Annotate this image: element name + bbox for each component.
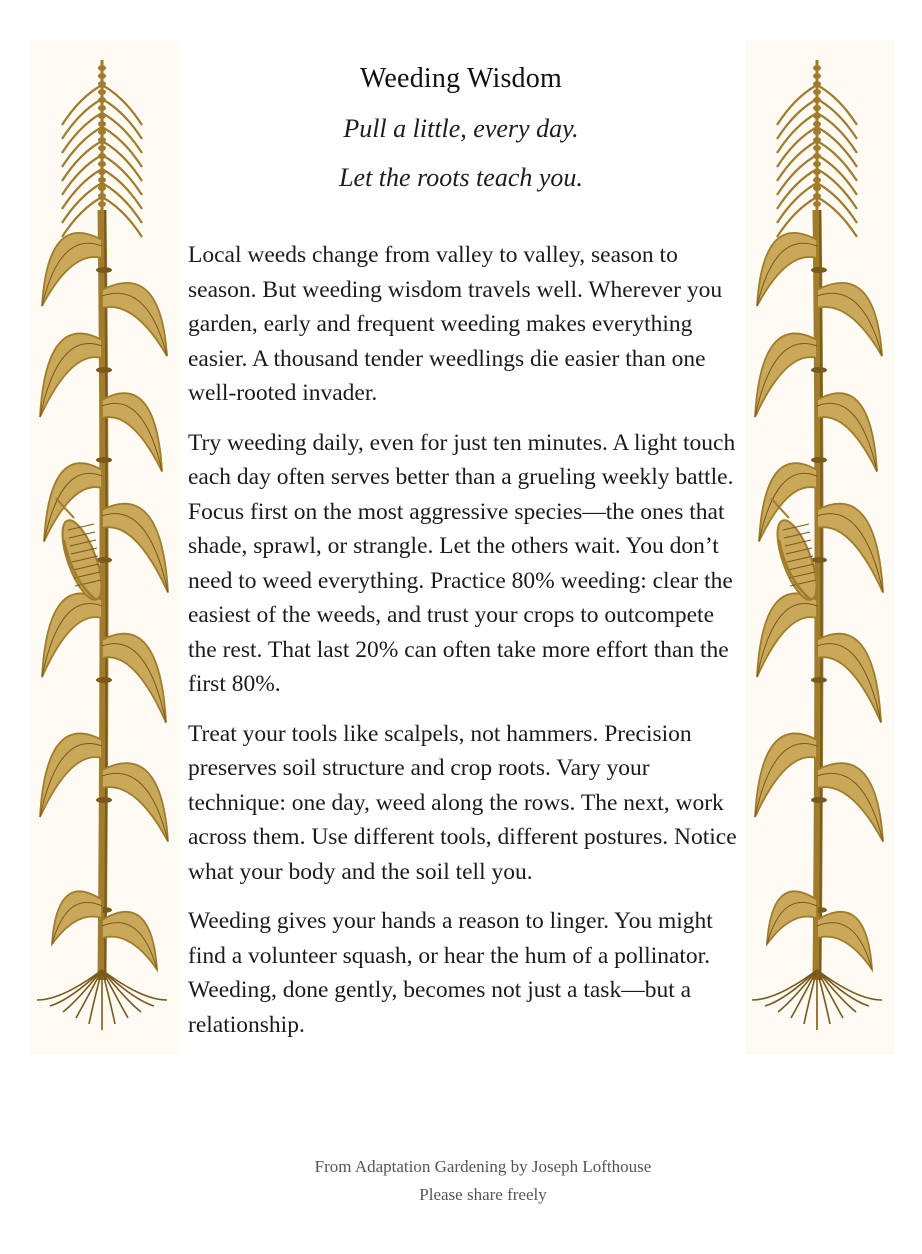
corn-leaf [102,763,168,841]
tassel-branch [777,197,817,237]
corn-leaf [102,912,157,970]
tassel-spikelet [813,201,821,207]
paragraph-1: Local weeds change from valley to valley, season to season. But weeding wisdom travels well. Wherever you garden, early and frequent weeding makes everything easier. A thousand tender weedlings die easier than one well-rooted invader. [188,242,723,406]
attribution-line: From Adaptation Gardening by Joseph Lofthouse [314,1157,652,1176]
corn-leaf [767,891,817,944]
corn-leaf [40,333,102,417]
tassel-spikelet [813,145,821,151]
tassel-spikelet [98,153,106,159]
motto-line-2: Let the roots teach you. [339,163,583,192]
paragraph-2: Try weeding daily, even for just ten minutes. A light touch each day often serves better than a grueling weekly battle. Focus first on the most aggressive species—the ones that shade, sprawl, or strangle. Let the others wait. You don’t need to weed everything. Practice 80% weeding: clear the easiest of the weeds, and trust your crops to outcompete the rest. That last 20% can often take more effort than the first 80%. [188,429,736,697]
corn-leaf [40,733,102,817]
corn-leaf [102,504,168,593]
tassel-branch [62,197,102,237]
stalk-node [96,267,112,273]
body-text [188,238,748,1057]
corn-leaf [102,634,166,723]
stalk-node [96,367,112,373]
tassel-spikelet [813,105,821,111]
paragraph-3: Treat your tools like scalpels, not hammers. Precision preserves soil structure and crop roots. Vary your technique: one day, weed along the rows. The next, work across them. Use different tools, different postures. Notice what your body and the soil tell you. [188,720,737,885]
stalk-node [96,677,112,683]
stalk-node [811,677,827,683]
tassel-spikelet [98,145,106,151]
stalk-node [811,457,827,463]
page-title: Weeding Wisdom [360,62,562,94]
tassel-spikelet [98,105,106,111]
root [817,970,843,1018]
tassel-spikelet [813,97,821,103]
share-note: Please share freely [419,1185,547,1204]
root [102,970,128,1018]
stalk-node [96,797,112,803]
corn-leaf [755,333,817,417]
tassel-spikelet [813,193,821,199]
stalk-node [811,367,827,373]
tassel-branch [102,197,142,237]
tassel-spikelet [813,153,821,159]
root [791,970,817,1018]
stalk [102,210,104,980]
stalk-node [96,457,112,463]
tassel-spikelet [98,193,106,199]
corn-leaf [817,634,881,723]
tassel-spikelet [98,97,106,103]
corn-leaf [817,763,883,841]
tassel-branch [817,197,857,237]
tassel-spikelet [98,201,106,207]
corn-leaf [755,733,817,817]
motto-line-1: Pull a little, every day. [343,114,579,143]
corn-leaf [52,891,102,944]
corn-leaf [817,504,883,593]
stalk [817,210,819,980]
corn-leaf [757,593,817,677]
stalk-node [811,797,827,803]
paragraph-4: Weeding gives your hands a reason to linger. You might find a volunteer squash, or hear the hum of a pollinator. Weeding, done gently, becomes not just a task—but a relationship. [188,908,713,1038]
root [76,970,102,1018]
corn-leaf [817,912,872,970]
stalk-node [811,267,827,273]
corn-leaf [42,593,102,677]
